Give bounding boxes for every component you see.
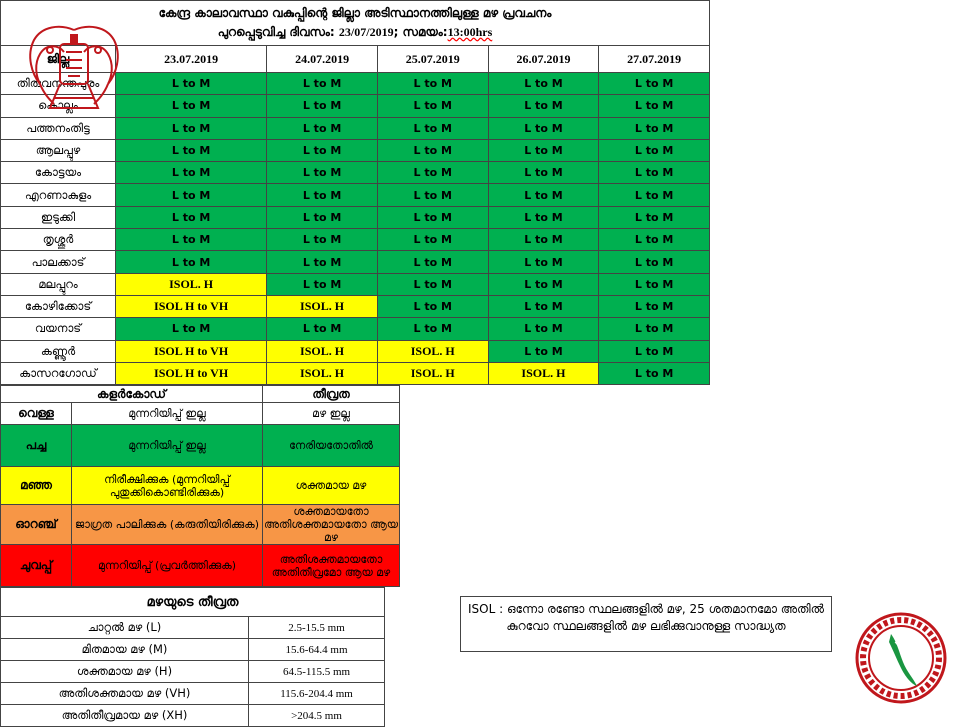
forecast-cell: L to M: [488, 95, 599, 117]
intensity-row: [1, 705, 385, 727]
intensity-row: [1, 617, 385, 639]
district-name: തൃശ്ശൂർ: [1, 229, 116, 251]
district-name: എറണാകുളം: [1, 184, 116, 206]
forecast-cell: L to M: [599, 73, 710, 95]
forecast-cell: L to M: [599, 117, 710, 139]
forecast-cell: L to M: [377, 117, 488, 139]
forecast-cell: L to M: [599, 340, 710, 362]
isol-note: ISOL : ഒന്നോ രണ്ടോ സ്ഥലങ്ങളിൽ മഴ, 25 ശതമാനമോ അതിൽ കുറവോ സ്ഥലങ്ങളിൽ മഴ ലഭിക്കുവാനുള്ള സാദ്ധ്യത: [460, 596, 832, 652]
forecast-row: [1, 229, 710, 251]
forecast-cell: L to M: [116, 318, 267, 340]
forecast-cell: L to M: [267, 206, 378, 228]
forecast-cell: L to M: [116, 229, 267, 251]
forecast-cell: ISOL. H: [267, 362, 378, 384]
forecast-cell: L to M: [599, 95, 710, 117]
forecast-cell: L to M: [599, 184, 710, 206]
forecast-cell: L to M: [116, 117, 267, 139]
forecast-cell: L to M: [599, 251, 710, 273]
forecast-row: [1, 162, 710, 184]
forecast-cell: L to M: [377, 162, 488, 184]
forecast-cell: L to M: [488, 340, 599, 362]
district-name: പത്തനംതിട്ട: [1, 117, 116, 139]
intensity-header-label: തീവ്രത: [263, 386, 400, 403]
rain-intensity-table: [0, 587, 385, 727]
intensity-row: [1, 683, 385, 705]
forecast-cell: ISOL. H: [116, 273, 267, 295]
forecast-row: [1, 340, 710, 362]
intensity-label: മിതമായ മഴ (M): [1, 639, 249, 661]
intensity-label: ചാറ്റൽ മഴ (L): [1, 617, 249, 639]
header-date: 24.07.2019: [267, 46, 378, 73]
color-name: വെള്ള: [1, 403, 72, 425]
forecast-cell: L to M: [488, 318, 599, 340]
forecast-cell: L to M: [116, 139, 267, 161]
intensity-label: ശക്തമായ മഴ (H): [1, 661, 249, 683]
warning-text: ജാഗ്രത പാലിക്കുക (കരുതിയിരിക്കുക): [72, 505, 263, 545]
warning-text: നിരീക്ഷിക്കുക (മുന്നറിയിപ്പ് പുതുക്കികൊണ്ടിരിക്കുക): [72, 467, 263, 505]
forecast-cell: ISOL. H: [377, 362, 488, 384]
forecast-cell: L to M: [116, 206, 267, 228]
color-name: പച്ച: [1, 425, 72, 467]
forecast-cell: L to M: [116, 73, 267, 95]
intensity-range: 2.5-15.5 mm: [249, 617, 385, 639]
color-name: മഞ്ഞ: [1, 467, 72, 505]
district-name: കോഴിക്കോട്: [1, 295, 116, 317]
forecast-row: [1, 184, 710, 206]
forecast-cell: L to M: [267, 229, 378, 251]
forecast-cell: L to M: [488, 273, 599, 295]
forecast-cell: L to M: [599, 318, 710, 340]
forecast-cell: L to M: [267, 95, 378, 117]
color-code-row: [1, 467, 400, 505]
header-date: 25.07.2019: [377, 46, 488, 73]
forecast-cell: L to M: [488, 229, 599, 251]
warning-text: മുന്നറിയിപ്പ് ഇല്ല: [72, 425, 263, 467]
forecast-cell: L to M: [377, 295, 488, 317]
forecast-cell: ISOL. H: [488, 362, 599, 384]
intensity-text: നേരിയതോതിൽ: [263, 425, 400, 467]
forecast-cell: L to M: [599, 295, 710, 317]
forecast-cell: L to M: [488, 295, 599, 317]
forecast-cell: L to M: [267, 117, 378, 139]
forecast-cell: L to M: [377, 139, 488, 161]
forecast-cell: L to M: [377, 251, 488, 273]
intensity-text: മഴ ഇല്ല: [263, 403, 400, 425]
district-name: വയനാട്: [1, 318, 116, 340]
forecast-row: [1, 139, 710, 161]
district-name: കൊല്ലം: [1, 95, 116, 117]
forecast-cell: L to M: [267, 318, 378, 340]
forecast-cell: L to M: [267, 139, 378, 161]
color-name: ചുവപ്പ്: [1, 545, 72, 587]
intensity-range: 64.5-115.5 mm: [249, 661, 385, 683]
header-date: 27.07.2019: [599, 46, 710, 73]
forecast-cell: L to M: [599, 139, 710, 161]
warning-text: മുന്നറിയിപ്പ് ഇല്ല: [72, 403, 263, 425]
forecast-cell: ISOL H to VH: [116, 340, 267, 362]
forecast-row: [1, 362, 710, 384]
forecast-cell: L to M: [267, 162, 378, 184]
forecast-title-line2: പുറപ്പെടുവിച്ച ദിവസം: 23/07/2019; സമയം:13:00hrs: [217, 25, 493, 39]
forecast-cell: L to M: [267, 184, 378, 206]
intensity-range: 115.6-204.4 mm: [249, 683, 385, 705]
forecast-row: [1, 117, 710, 139]
warning-text: മുന്നറിയിപ്പ് (പ്രവർത്തിക്കുക): [72, 545, 263, 587]
kerala-emblem-icon: [20, 10, 128, 118]
forecast-row: [1, 295, 710, 317]
forecast-cell: ISOL. H: [377, 340, 488, 362]
district-name: കാസറഗോഡ്: [1, 362, 116, 384]
forecast-cell: L to M: [377, 95, 488, 117]
header-date: 23.07.2019: [116, 46, 267, 73]
district-name: മലപ്പുറം: [1, 273, 116, 295]
district-name: കണ്ണൂർ: [1, 340, 116, 362]
forecast-cell: L to M: [116, 184, 267, 206]
rain-intensity-title: മഴയുടെ തീവ്രത: [1, 588, 385, 617]
forecast-cell: L to M: [377, 73, 488, 95]
intensity-text: അതിശക്തമായതോ അതിതീവ്രമോ ആയ മഴ: [263, 545, 400, 587]
intensity-range: 15.6-64.4 mm: [249, 639, 385, 661]
forecast-cell: L to M: [488, 251, 599, 273]
forecast-cell: L to M: [488, 139, 599, 161]
forecast-cell: ISOL. H: [267, 295, 378, 317]
header-district: ജില്ല: [1, 46, 116, 73]
color-name: ഓറഞ്ച്: [1, 505, 72, 545]
forecast-cell: L to M: [377, 229, 488, 251]
color-code-header-label: കളർകോഡ്: [1, 386, 263, 403]
intensity-row: [1, 639, 385, 661]
intensity-label: അതിശക്തമായ മഴ (VH): [1, 683, 249, 705]
forecast-cell: L to M: [116, 162, 267, 184]
forecast-row: [1, 273, 710, 295]
forecast-cell: L to M: [599, 362, 710, 384]
forecast-cell: L to M: [488, 117, 599, 139]
color-code-row: [1, 403, 400, 425]
forecast-cell: L to M: [377, 318, 488, 340]
district-name: കോട്ടയം: [1, 162, 116, 184]
intensity-range: >204.5 mm: [249, 705, 385, 727]
forecast-cell: ISOL H to VH: [116, 362, 267, 384]
forecast-cell: L to M: [488, 73, 599, 95]
district-name: ആലപ്പുഴ: [1, 139, 116, 161]
forecast-cell: L to M: [267, 251, 378, 273]
header-date: 26.07.2019: [488, 46, 599, 73]
forecast-cell: L to M: [377, 206, 488, 228]
color-code-table: [0, 385, 400, 587]
district-name: ഇടുക്കി: [1, 206, 116, 228]
forecast-cell: L to M: [377, 273, 488, 295]
forecast-cell: L to M: [599, 206, 710, 228]
forecast-cell: L to M: [116, 95, 267, 117]
forecast-row: [1, 251, 710, 273]
forecast-cell: L to M: [599, 229, 710, 251]
forecast-row: [1, 206, 710, 228]
forecast-cell: L to M: [488, 206, 599, 228]
forecast-cell: L to M: [599, 162, 710, 184]
intensity-text: ശക്തമായ മഴ: [263, 467, 400, 505]
color-code-row: [1, 545, 400, 587]
intensity-label: അതിതീവ്രമായ മഴ (XH): [1, 705, 249, 727]
forecast-cell: ISOL H to VH: [116, 295, 267, 317]
forecast-title-line1: കേന്ദ്ര കാലാവസ്ഥാ വകുപ്പിന്റെ ജില്ലാ അടിസ്ഥാനത്തിലുള്ള മഴ പ്രവചനം: [158, 6, 552, 20]
forecast-cell: ISOL. H: [267, 340, 378, 362]
district-name: തിരുവനന്തപുരം: [1, 73, 116, 95]
district-name: പാലക്കാട്: [1, 251, 116, 273]
color-code-row: [1, 505, 400, 545]
forecast-cell: L to M: [599, 273, 710, 295]
intensity-row: [1, 661, 385, 683]
forecast-cell: L to M: [116, 251, 267, 273]
forecast-cell: L to M: [267, 273, 378, 295]
forecast-cell: L to M: [377, 184, 488, 206]
intensity-text: ശക്തമായതോ അതിശക്തമായതോ ആയ മഴ: [263, 505, 399, 545]
forecast-cell: L to M: [267, 73, 378, 95]
forecast-cell: L to M: [488, 162, 599, 184]
color-code-row: [1, 425, 400, 467]
ksdma-logo-icon: [855, 612, 947, 704]
forecast-row: [1, 318, 710, 340]
forecast-cell: L to M: [488, 184, 599, 206]
color-code-header: [1, 386, 400, 403]
